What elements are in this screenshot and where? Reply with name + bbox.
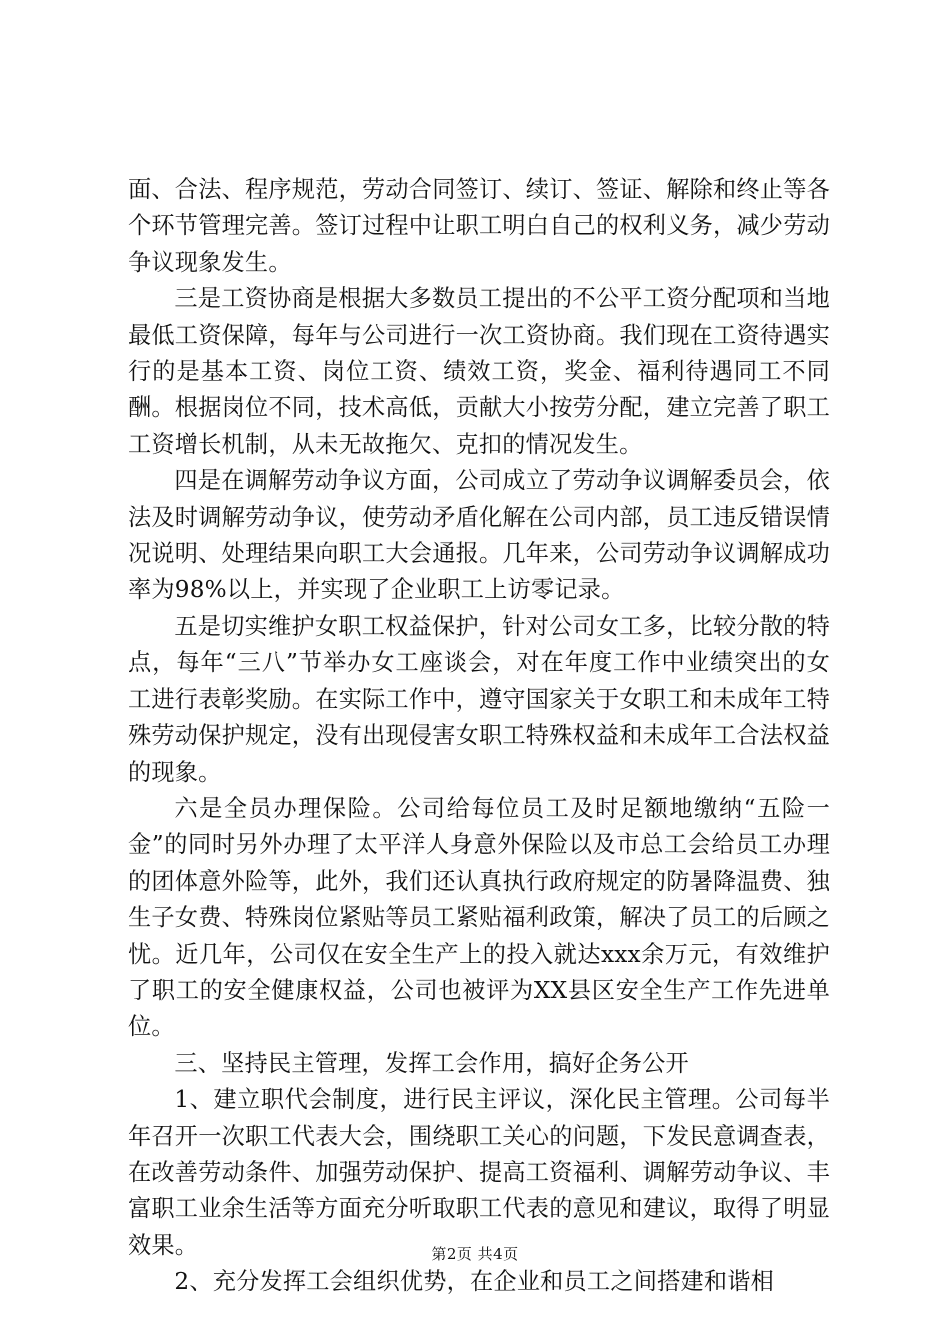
paragraph-4: 五是切实维护女职工权益保护，针对公司女工多，比较分散的特点，每年“三八”节举办女工座谈会，对在年度工作中业绩突出的女工进行表彰奖励。在实际工作中，遵守国家关于女职工和未成年工特殊劳动保护规定，没有出现侵害女职工特殊权益和未成年工合法权益的现象。 xyxy=(128,612,830,786)
paragraph-5: 六是全员办理保险。公司给每位员工及时足额地缴纳“五险一金”的同时另外办理了太平洋人身意外保险以及市总工会给员工办理的团体意外险等，此外，我们还认真执行政府规定的防暑降温费、独生子女费、特殊岗位紧贴等员工紧贴福利政策，解决了员工的后顾之忧。近几年，公司仅在安全生产上的投入就达xxx余万元，有效维护了职工的安全健康权益，公司也被评为XX县区安全生产工作先进单位。 xyxy=(128,794,830,1041)
paragraph-1: 面、合法、程序规范，劳动合同签订、续订、签证、解除和终止等各个环节管理完善。签订过程中让职工明白自己的权利义务，减少劳动争议现象发生。 xyxy=(128,176,830,276)
document-body xyxy=(128,172,830,1301)
paragraph-7: 1、建立职代会制度，进行民主评议，深化民主管理。公司每半年召开一次职工代表大会，围绕职工关心的问题，下发民意调查表，在改善劳动条件、加强劳动保护、提高工资福利、调解劳动争议、丰富职工业余生活等方面充分听取职工代表的意见和建议，取得了明显效果。 xyxy=(128,1086,830,1259)
section-heading: 三、坚持民主管理，发挥工会作用，搞好企务公开 xyxy=(174,1049,689,1077)
paragraph-8: 2、充分发挥工会组织优势，在企业和员工之间搭建和谐相 xyxy=(174,1268,775,1296)
paragraph-3: 四是在调解劳动争议方面，公司成立了劳动争议调解委员会，依法及时调解劳动争议，使劳动矛盾化解在公司内部，员工违反错误情况说明、处理结果向职工大会通报。几年来，公司劳动争议调解成功率为98%以上，并实现了企业职工上访零记录。 xyxy=(128,467,830,604)
paragraph-2: 三是工资协商是根据大多数员工提出的不公平工资分配项和当地最低工资保障，每年与公司进行一次工资协商。我们现在工资待遇实行的是基本工资、岗位工资、绩效工资，奖金、福利待遇同工不同酬。根据岗位不同，技术高低，贡献大小按劳分配，建立完善了职工工资增长机制，从未无故拖欠、克扣的情况发生。 xyxy=(128,285,830,458)
page-number: 第2页 共4页 xyxy=(431,1245,519,1263)
